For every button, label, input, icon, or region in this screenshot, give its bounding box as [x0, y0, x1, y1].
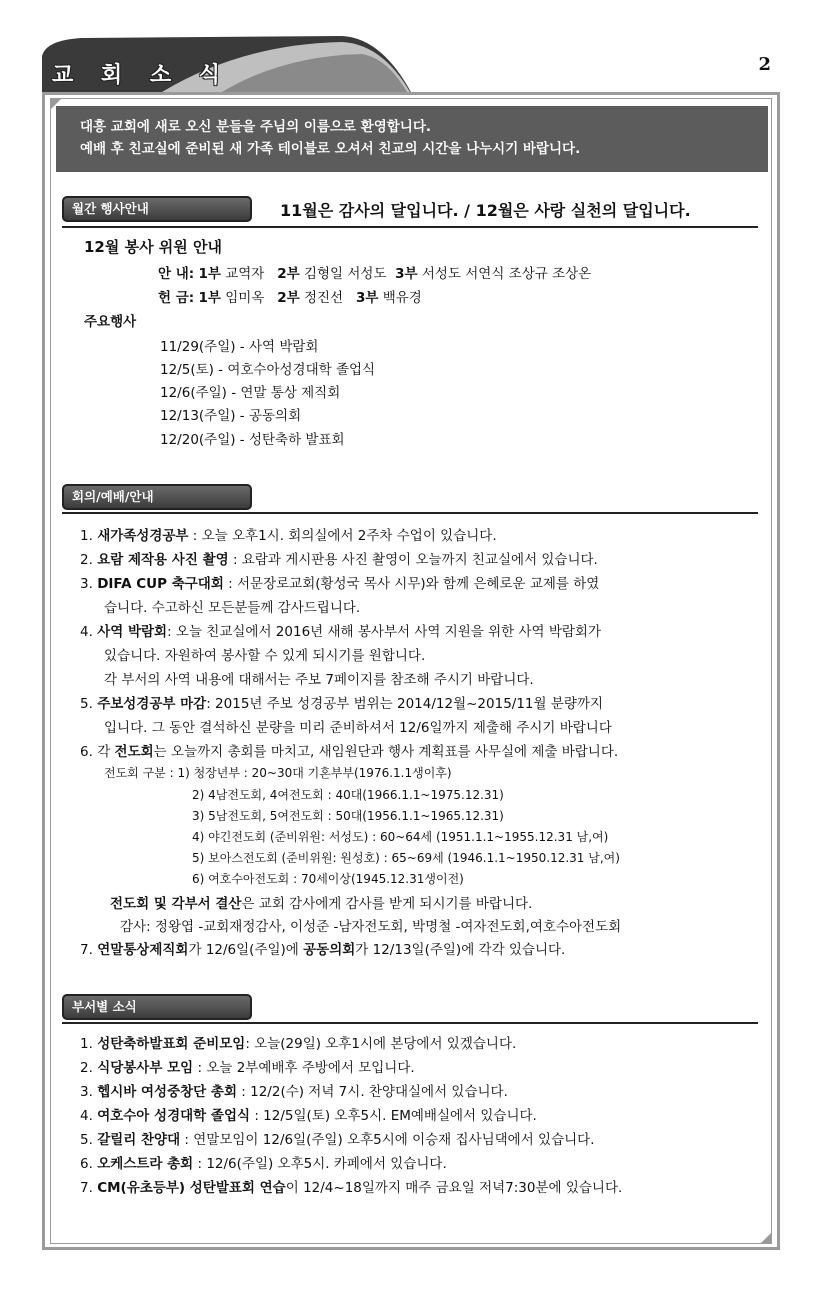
item-number: 2. [80, 552, 93, 568]
meeting-item-1 [80, 524, 497, 544]
department-item-1 [80, 1032, 516, 1052]
audit-title: 전도회 및 각부서 결산 [110, 896, 242, 912]
item-text-2: 가 12/13일(주일)에 각각 있습니다. [355, 942, 566, 958]
item-title: 주보성경공부 마감 [97, 696, 207, 712]
meeting-item-4-cont: 각 부서의 사역 내용에 대해서는 주보 7페이지를 참조해 주시기 바랍니다. [104, 672, 534, 688]
events-title: 주요행사 [84, 314, 137, 330]
monthly-headline: 11월은 감사의 달입니다. / 12월은 사랑 실천의 달입니다. [280, 201, 691, 220]
event-item: 12/20(주일) - 성탄축하 발표회 [160, 432, 345, 448]
item-text: 이 12/4~18일까지 매주 금요일 저녁7:30분에 있습니다. [285, 1180, 623, 1196]
guide-3-names: 서성도 서연식 조상규 조상온 [421, 266, 592, 282]
item-number: 6. [80, 1156, 93, 1172]
meetings-section-rule [62, 512, 758, 514]
item-number: 1. [80, 528, 93, 544]
item-title: 성탄축하발표회 준비모임 [97, 1036, 246, 1052]
item-number: 5. [80, 696, 93, 712]
item-title: 요람 제작용 사진 촬영 [97, 552, 229, 568]
item-number: 4. [80, 1108, 93, 1124]
offering-row [158, 286, 422, 306]
item-prefix: 각 [97, 744, 115, 760]
meeting-item-5 [80, 692, 603, 712]
item-title: 사역 박람회 [97, 624, 168, 640]
fellowship-division: 6) 여호수아전도회 : 70세이상(1945.12.31생이전) [192, 872, 464, 886]
guide-row [158, 262, 591, 282]
department-item-4 [80, 1104, 537, 1124]
item-text: : 12/5일(토) 오후5시. EM예배실에서 있습니다. [250, 1108, 537, 1124]
item-text: : 오늘 친교실에서 2016년 새해 봉사부서 사역 지원을 위한 사역 박람회가 [167, 624, 602, 640]
event-item: 11/29(주일) - 사역 박람회 [160, 339, 319, 355]
item-number: 2. [80, 1060, 93, 1076]
guide-3-label: 3부 [395, 266, 418, 282]
department-item-7 [80, 1176, 622, 1196]
guide-label: 안 내: [158, 266, 195, 282]
event-item: 12/5(토) - 여호수아성경대학 졸업식 [160, 362, 376, 378]
meeting-item-6 [80, 740, 618, 760]
audit-notice [110, 892, 532, 912]
offering-label: 헌 금: [158, 290, 195, 306]
page-number: 2 [758, 54, 771, 75]
offering-3-label: 3부 [355, 290, 379, 306]
event-item: 12/13(주일) - 공동의회 [160, 408, 302, 424]
frame-corner-bottom-right [760, 1232, 772, 1244]
header-title: 교 회 소 식 [52, 63, 230, 88]
offering-2-label: 2부 [277, 290, 300, 306]
item-title: 갈릴리 찬양대 [97, 1132, 181, 1148]
item-title: 연말통상제직회 [97, 942, 189, 958]
item-title: 식당봉사부 모임 [97, 1060, 194, 1076]
item-number: 3. [80, 1084, 93, 1100]
item-title: 새가족성경공부 [97, 528, 189, 544]
item-text: : 서문장로교회(황성국 목사 시무)와 함께 은혜로운 교제를 하였 [223, 576, 600, 592]
meeting-item-4-cont: 있습니다. 자원하여 봉사할 수 있게 되시기를 원합니다. [104, 648, 426, 664]
event-item: 12/6(주일) - 연말 통상 제직회 [160, 385, 341, 401]
item-text: 는 오늘까지 총회를 마치고, 새임원단과 행사 계획표를 사무실에 제출 바랍니다. [153, 744, 619, 760]
meeting-item-2 [80, 548, 598, 568]
item-text: : 오늘(29일) 오후1시에 본당에서 있겠습니다. [245, 1036, 517, 1052]
meeting-item-7 [80, 938, 565, 958]
department-item-6 [80, 1152, 447, 1172]
welcome-banner [56, 106, 768, 172]
welcome-line-2: 예배 후 친교실에 준비된 새 가족 테이블로 오셔서 친교의 시간을 나누시기 바랍니다. [80, 141, 581, 157]
item-text: : 12/2(수) 저녁 7시. 찬양대실에서 있습니다. [237, 1084, 508, 1100]
volunteer-title: 12월 봉사 위원 안내 [84, 238, 222, 256]
guide-2-label: 2부 [277, 266, 300, 282]
audit-text: 은 교회 감사에게 감사를 받게 되시기를 바랍니다. [241, 896, 533, 912]
item-number: 7. [80, 942, 93, 958]
offering-1-label: 1부 [198, 290, 221, 306]
monthly-section-rule [62, 226, 758, 228]
monthly-section-tab: 월간 행사안내 [62, 196, 252, 222]
departments-section-rule [62, 1022, 758, 1024]
offering-1-names: 임미옥 [225, 290, 265, 306]
item-title: 헵시바 여성중창단 총회 [97, 1084, 237, 1100]
meetings-section-tab: 회의/예배/안내 [62, 484, 252, 510]
departments-section-tab: 부서별 소식 [62, 994, 252, 1020]
meeting-item-5-cont: 입니다. 그 동안 결석하신 분량을 미리 준비하셔서 12/6일까지 제출해 주시기 바랍니다 [104, 720, 612, 736]
item-title: DIFA CUP 축구대회 [97, 576, 224, 592]
item-text: : 12/6(주일) 오후5시. 카페에서 있습니다. [193, 1156, 447, 1172]
item-title: 전도회 [114, 744, 154, 760]
item-text: : 오늘 2부예배후 주방에서 모입니다. [193, 1060, 415, 1076]
welcome-line-1: 대흥 교회에 새로 오신 분들을 주님의 이름으로 환영합니다. [80, 119, 432, 135]
item-title: 여호수아 성경대학 졸업식 [97, 1108, 251, 1124]
item-number: 3. [80, 576, 93, 592]
meeting-item-3 [80, 572, 599, 592]
item-number: 6. [80, 744, 93, 760]
guide-1-label: 1부 [198, 266, 221, 282]
fellowship-division: 5) 보아스전도회 (준비위원: 원성호) : 65~69세 (1946.1.1~1950.12.31 남,여) [192, 851, 620, 865]
auditors: 감사: 정왕엽 -교회재정감사, 이성준 -남자전도회, 박명철 -여자전도회,여호수아전도회 [120, 919, 622, 935]
department-item-5 [80, 1128, 594, 1148]
meeting-item-4 [80, 620, 601, 640]
item-number: 7. [80, 1180, 93, 1196]
item-text: : 2015년 주보 성경공부 범위는 2014/12월~2015/11월 분량까지 [206, 696, 604, 712]
item-title-2: 공동의회 [303, 942, 356, 958]
item-text: : 요람과 게시판용 사진 촬영이 오늘까지 친교실에서 있습니다. [228, 552, 598, 568]
department-item-2 [80, 1056, 415, 1076]
item-title: 오케스트라 총회 [97, 1156, 194, 1172]
offering-2-names: 정진선 [303, 290, 344, 306]
guide-1-names: 교역자 [225, 266, 265, 282]
meeting-item-3-cont: 습니다. 수고하신 모든분들께 감사드립니다. [104, 600, 361, 616]
offering-3-names: 백유경 [382, 290, 422, 306]
item-text: : 연말모임이 12/6일(주일) 오후5시에 이승재 집사님댁에서 있습니다. [180, 1132, 595, 1148]
item-text: : 오늘 오후1시. 회의실에서 2주차 수업이 있습니다. [188, 528, 497, 544]
guide-2-names: 김형일 서성도 [303, 266, 387, 282]
item-number: 4. [80, 624, 93, 640]
fellowship-division: 4) 야긴전도회 (준비위원: 서성도) : 60~64세 (1951.1.1~1955.12.31 남,여) [192, 830, 609, 844]
department-item-3 [80, 1080, 508, 1100]
fellowship-division: 2) 4남전도회, 4여전도회 : 40대(1966.1.1~1975.12.31) [192, 788, 504, 802]
item-title: CM(유초등부) 성탄발표회 연습 [97, 1180, 286, 1196]
fellowship-division: 전도회 구분 : 1) 청장년부 : 20~30대 기혼부부(1976.1.1생이후) [104, 766, 452, 780]
item-text: 가 12/6일(주일)에 [188, 942, 304, 958]
item-number: 5. [80, 1132, 93, 1148]
item-number: 1. [80, 1036, 93, 1052]
fellowship-division: 3) 5남전도회, 5여전도회 : 50대(1956.1.1~1965.12.31) [192, 809, 504, 823]
